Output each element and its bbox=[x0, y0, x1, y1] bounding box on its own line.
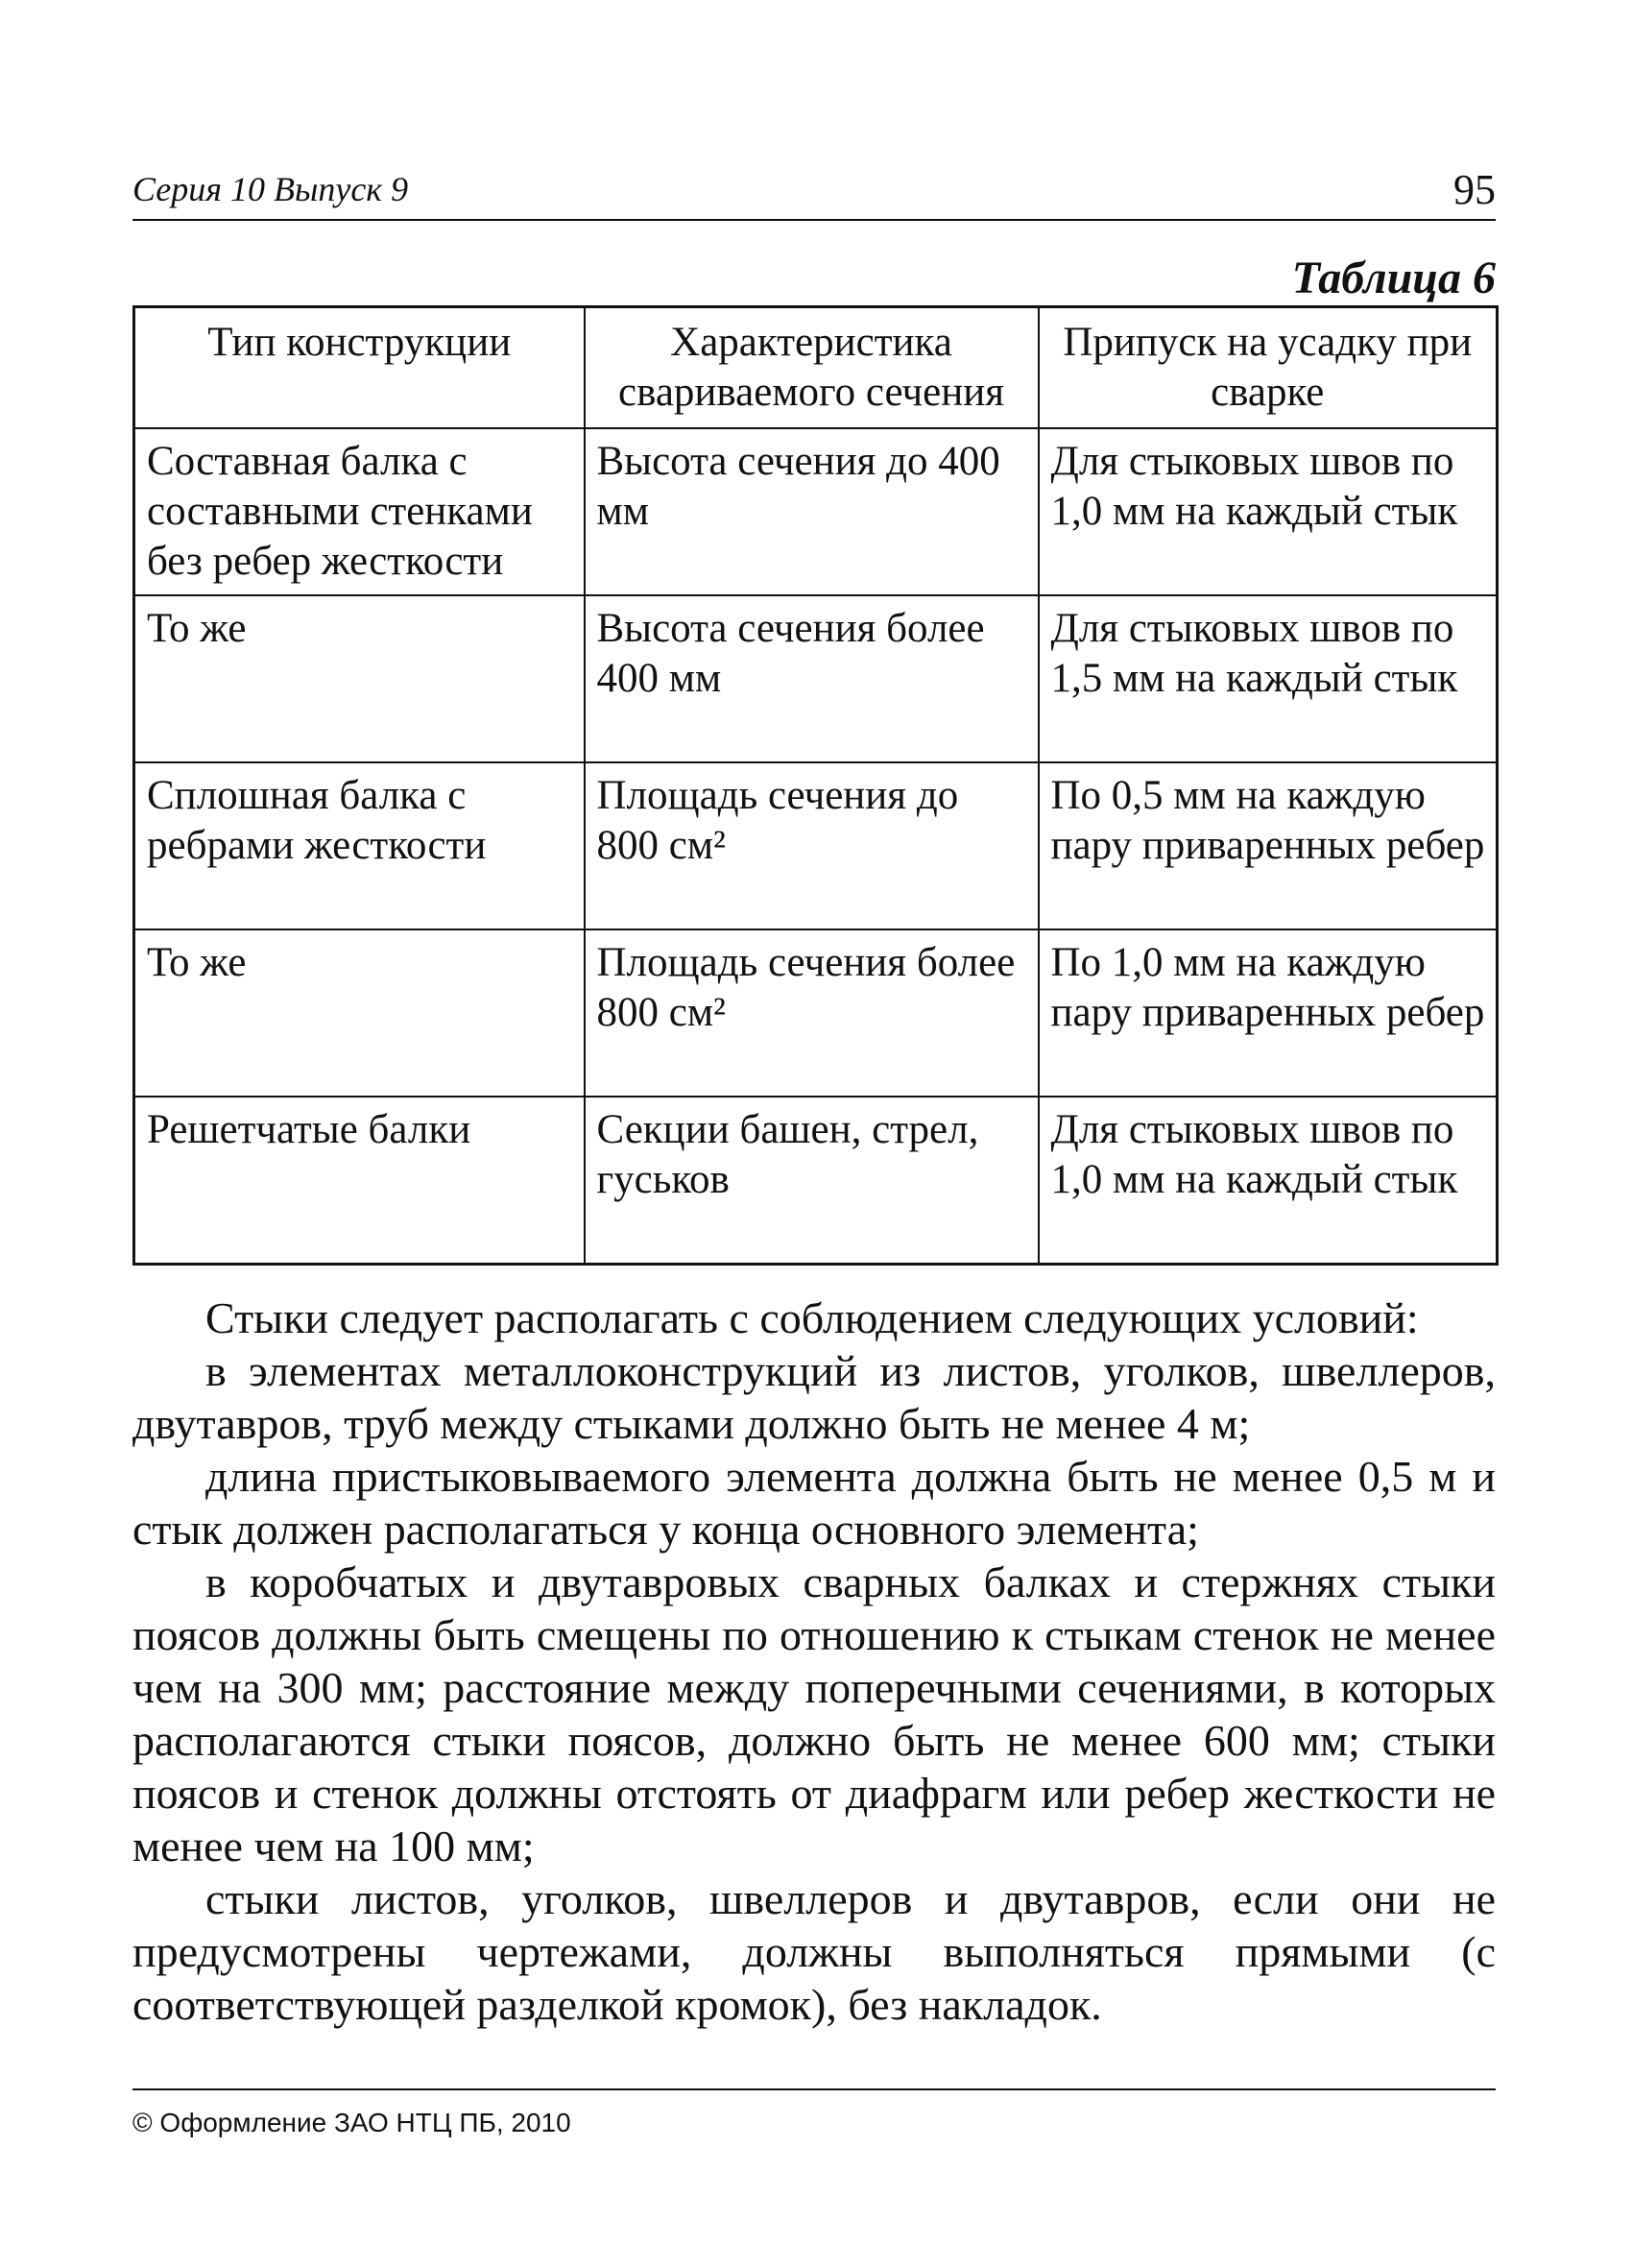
body-paragraph: в коробчатых и двутавровых сварных балках и стержнях стыки поясов должны быть смещены по отношению к стыкам стенок не менее чем на 300 мм; расстояние между поперечными сечениями, в которых располагаются стыки поясов, должно быть не менее 600 мм; стыки поясов и стенок должны отстоять от диафрагм или ребер жесткости не менее чем на 100 мм; bbox=[132, 1557, 1496, 1870]
column-header-type: Тип конструкции bbox=[134, 307, 585, 429]
footer-copyright: © Оформление ЗАО НТЦ ПБ, 2010 bbox=[132, 2108, 571, 2137]
column-header-allowance: Припуск на усадку при сварке bbox=[1039, 307, 1498, 429]
body-paragraph: в элементах металлоконструкций из листов, уголков, швеллеров, двутавров, труб между стыками должно быть не менее 4 м; bbox=[132, 1346, 1496, 1448]
page-number: 95 bbox=[1453, 166, 1496, 213]
shrinkage-allowance-table bbox=[132, 305, 1499, 1266]
table-cell: Высота сечения до 400 мм bbox=[585, 428, 1039, 595]
table-cell: Решетчатые балки bbox=[134, 1097, 585, 1264]
table-row bbox=[134, 595, 1498, 762]
column-header-section: Характеристика свариваемого сечения bbox=[585, 307, 1039, 429]
table-cell: Для стыковых швов по 1,0 мм на каждый стык bbox=[1039, 428, 1498, 595]
table-cell: Сплошная балка с ребрами жесткости bbox=[134, 762, 585, 929]
table-cell: Для стыковых швов по 1,0 мм на каждый стык bbox=[1039, 1097, 1498, 1264]
table-label: Таблица 6 bbox=[1291, 253, 1496, 303]
page-header bbox=[132, 165, 1496, 221]
series-title: Серия 10 Выпуск 9 bbox=[132, 170, 409, 208]
table-cell: То же bbox=[134, 929, 585, 1097]
table-cell: Секции башен, стрел, гуськов bbox=[585, 1097, 1039, 1264]
table-cell: Площадь сечения до 800 см² bbox=[585, 762, 1039, 929]
table-row bbox=[134, 929, 1498, 1097]
table-cell: То же bbox=[134, 595, 585, 762]
table-cell: По 0,5 мм на каждую пару приваренных ребер bbox=[1039, 762, 1498, 929]
table-row bbox=[134, 762, 1498, 929]
table-cell: Составная балка с составными стенками без ребер жесткости bbox=[134, 428, 585, 595]
table-cell: Высота сечения более 400 мм bbox=[585, 595, 1039, 762]
table-row bbox=[134, 428, 1498, 595]
body-paragraph: длина пристыковываемого элемента должна быть не менее 0,5 м и стык должен располагаться у конца основного элемента; bbox=[132, 1452, 1496, 1554]
body-paragraph: стыки листов, уголков, швеллеров и двутавров, если они не предусмотрены чертежами, должны выполняться прямыми (с соответствующей разделкой кромок), без накладок. bbox=[132, 1874, 1496, 2029]
table-cell: По 1,0 мм на каждую пару приваренных ребер bbox=[1039, 929, 1498, 1097]
table-cell: Площадь сечения более 800 см² bbox=[585, 929, 1039, 1097]
table-cell: Для стыковых швов по 1,5 мм на каждый стык bbox=[1039, 595, 1498, 762]
body-paragraph: Стыки следует располагать с соблюдением следующих условий: bbox=[205, 1293, 1419, 1342]
table-header-row bbox=[134, 307, 1498, 429]
footer-divider bbox=[132, 2088, 1496, 2090]
table-row bbox=[134, 1097, 1498, 1264]
